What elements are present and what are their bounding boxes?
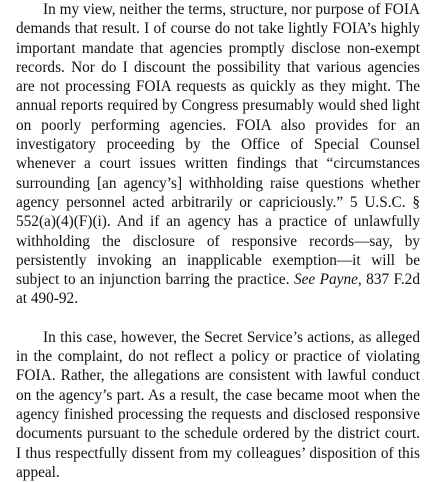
- paragraph-2-text: In this case, however, the Secret Service’s actions, as alleged in the complaint, do not reflect a policy or practice of violating FOIA. Rather, the allegations are consistent with lawful conduct on the agency’s part. As a result, the case became moot when the agency finished processing the requests and disclosed responsive documents pursuant to the schedule ordered by the district court. I thus respectfully dissent from my colleagues’ disposition of this appeal.: [16, 328, 420, 481]
- paragraph-1-text: In my view, neither the terms, structure, nor purpose of FOIA demands that result. I of course do not take lightly FOIA’s highly important mandate that agencies promptly disclose non-exempt records. Nor do I discount the possibility that various agencies are not processing FOIA requests as quickly as they might. The annual reports required by Congress presumably would shed light on poorly performing agencies. FOIA also provides for an investigatory proceeding by the Office of Special Counsel whenever a court issues written findings that “circumstances surrounding [an agency’s] withholding raise questions whether agency personnel acted arbitrarily or capriciously.” 5 U.S.C. § 552(a)(4)(F)(i). And if an agency has a practice of unlawfully withholding the disclosure of responsive records—say, by persistently invoking an inapplicable exemption—it will be subject to an injunction barring the practice.: [16, 1, 420, 289]
- case-citation: See Payne: [293, 271, 358, 289]
- opinion-paragraph-1: [16, 0, 420, 309]
- citation-pincite: , 837 F.2d at 490-92.: [16, 271, 420, 308]
- opinion-paragraph-2: [16, 328, 420, 482]
